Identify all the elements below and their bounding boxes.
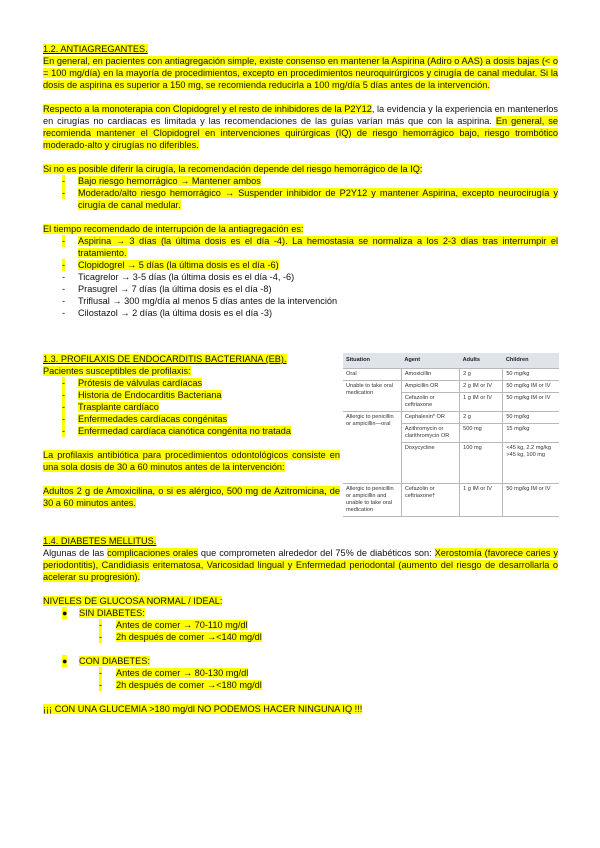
- list-item: - 2h después de comer →<140 mg/dl: [99, 632, 262, 642]
- aspirin-paragraph: En general, en pacientes con antiagregación simple, existe consenso en mantener la Aspirina (Adiro o AAS) a dosis bajas (< o = 100 mg/día) en la mayoría de procedimientos, excepto en procedimientos neuroquirúrgicos y cirugía de canal medular. Si la dosis de aspirina es superior a 150 mg, se recomienda reducirla a 100 mg/día 5 días antes de la intervención.: [43, 56, 558, 90]
- list-item: - Moderado/alto riesgo hemorrágico → Suspender inhibidor de P2Y12 y mantener Aspirina, excepto neurocirugía y cirugía de canal medular.: [62, 188, 558, 210]
- risk-intro: Si no es posible diferir la cirugía, la recomendación depende del riesgo hemorrágico de la IQ:: [43, 164, 423, 174]
- table-row: Oral Amoxicillin 2 g 50 mg/kg: [343, 369, 559, 381]
- list-item: ● CON DIABETES:: [62, 656, 150, 666]
- glucose-levels-title: NIVELES DE GLUCOSA NORMAL / IDEAL:: [43, 596, 223, 606]
- interruption-list: [43, 235, 558, 319]
- table-row: Cefazolin or ceftriaxone 1 g IM or IV 50 mg/kg IM or IV: [343, 393, 559, 412]
- table-row: Unable to take oral medication Ampicillin OR 2 g IM or IV 50 mg/kg IM or IV: [343, 381, 559, 393]
- list-item: - Enfermedad cardíaca cianótica congénita no tratada: [62, 426, 291, 436]
- with-diabetes-group: [43, 655, 558, 667]
- table-row: Allergic to penicillin or ampicillin and unable to take oral medication Cefazolin or ceftriaxone† 1 g IM or IV 50 mg/kg IM or IV: [343, 484, 559, 517]
- list-item: - Prasugrel → 7 días (la última dosis es el día -8): [62, 284, 272, 294]
- clopidogrel-paragraph: Respecto a la monoterapia con Clopidogrel y el resto de inhibidores de la P2Y12, la evidencia y la experiencia en mantenerlos en cirugías no cardiacas es limitada y las recomendaciones de las guías varían más que con la aspirina. En general, se recomienda mantener el Clopidogrel en intervenciones quirúrgicas (IQ) de riesgo hemorrágico bajo, riesgo trombótico moderado-alto y cirugías no diferibles.: [43, 104, 558, 150]
- list-item: - Trasplante cardíaco: [62, 402, 159, 412]
- section-title-endocarditis: 1.3. PROFILAXIS DE ENDOCARDITIS BACTERIANA (EB).: [43, 354, 287, 364]
- list-item: - Enfermedades cardíacas congénitas: [62, 414, 228, 424]
- list-item: - Bajo riesgo hemorrágico → Mantener ambos: [62, 176, 261, 186]
- list-item: ● SIN DIABETES:: [62, 608, 145, 618]
- section-title-diabetes: 1.4. DIABETES MELLITUS.: [43, 536, 157, 546]
- table-row: Allergic to penicillin or ampicillin—oral Cephalexin* OR 2 g 50 mg/kg: [343, 412, 559, 424]
- col-header-situation: Situation: [343, 353, 401, 369]
- col-header-agent: Agent: [401, 353, 459, 369]
- list-item: - Antes de comer → 70-110 mg/dl: [99, 620, 248, 630]
- list-item: - Triflusal → 300 mg/día al menos 5 días antes de la intervención: [62, 296, 338, 306]
- table-row: Doxycycline 100 mg <45 kg, 2.2 mg/kg >45 kg, 100 mg: [343, 443, 559, 484]
- list-item: - Historia de Endocarditis Bacteriana: [62, 390, 222, 400]
- document-page: [43, 43, 558, 715]
- list-item: - Ticagrelor → 3-5 días (la última dosis es el día -4, -6): [62, 272, 295, 282]
- col-header-children: Children: [503, 353, 559, 369]
- col-header-adults: Adults: [460, 353, 503, 369]
- section-title-antiagregantes: 1.2. ANTIAGREGANTES.: [43, 44, 148, 54]
- glucose-warning: ¡¡¡ CON UNA GLUCEMIA >180 mg/dl NO PODEMOS HACER NINGUNA IQ !!!: [43, 704, 363, 714]
- section-endocarditis: [43, 353, 558, 513]
- list-item: - Antes de comer → 80-130 mg/dl: [99, 668, 249, 678]
- risk-list: [43, 175, 558, 211]
- prophylaxis-paragraph: La profilaxis antibiótica para procedimientos odontológicos consiste en una sola dosis de 30 a 60 minutos antes de la intervención:: [43, 450, 340, 472]
- list-item: - Clopidogrel → 5 días (la última dosis es el día -6): [62, 260, 279, 270]
- no-diabetes-group: [43, 607, 558, 619]
- adult-dose-paragraph: Adultos 2 g de Amoxicilina, o si es alérgico, 500 mg de Azitromicina, de 30 a 60 minutos antes.: [43, 486, 340, 508]
- section-antiagregantes: [43, 43, 558, 319]
- list-item: - Cilostazol → 2 días (la última dosis es el día -3): [62, 308, 273, 318]
- list-item: - Aspirina → 3 días (la última dosis es el día -4). La hemostasia se normaliza a los 2-3 días tras interrumpir el tratamiento.: [62, 236, 558, 258]
- no-diabetes-values: [43, 619, 558, 643]
- prophylaxis-list: [43, 377, 340, 437]
- prophylaxis-subtitle: Pacientes susceptibles de profilaxis:: [43, 366, 191, 376]
- list-item: - Prótesis de válvulas cardíacas: [62, 378, 203, 388]
- list-item: - 2h después de comer →<180 mg/dl: [99, 680, 262, 690]
- with-diabetes-values: [43, 667, 558, 691]
- interruption-intro: El tiempo recomendado de interrupción de la antiagregación es:: [43, 224, 304, 234]
- complications-paragraph: Algunas de las complicaciones orales que comprometen alrededor del 75% de diabéticos son: Xerostomía (favorece caries y periodontitis), Candidiasis eritematosa, Varicosidad lingual y Enfermedad periodontal (aumento del riesgo de desarrollarla o acelerar su progresión).: [43, 548, 558, 582]
- section-diabetes: [43, 535, 558, 715]
- antibiotic-table: [343, 353, 559, 517]
- table-row: Azithromycin or clarithromycin OR 500 mg 15 mg/kg: [343, 424, 559, 443]
